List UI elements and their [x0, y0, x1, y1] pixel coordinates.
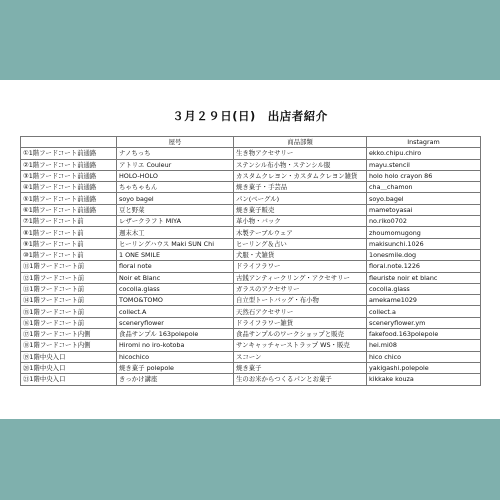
- cell-category: 犬服・犬雑貨: [234, 249, 367, 260]
- cell-shop-name: ちゃちゃもん: [117, 182, 234, 193]
- cell-category: スコーン: [234, 351, 367, 362]
- cell-instagram: mayu.stencil: [367, 159, 481, 170]
- table-row: [21, 182, 481, 193]
- cell-instagram: zhoumomugong: [367, 227, 481, 238]
- cell-location: ⑲1階中央入口: [21, 351, 117, 362]
- cell-shop-name: 焼き菓子 polepole: [117, 362, 234, 373]
- cell-location: ㉑1階中央入口: [21, 374, 117, 385]
- flyer-sheet: [0, 80, 500, 419]
- cell-category: パン(ベーグル): [234, 193, 367, 204]
- table-row: [21, 272, 481, 283]
- table-row: [21, 216, 481, 227]
- cell-shop-name: HOLO-HOLO: [117, 170, 234, 181]
- cell-category: 焼き菓子・手芸品: [234, 182, 367, 193]
- cell-location: ②1階フードコート前通路: [21, 159, 117, 170]
- cell-category: ガラスのアクセサリー: [234, 283, 367, 294]
- page-title: ３月２９日(日) 出店者紹介: [172, 109, 328, 123]
- cell-category: カスタムクレヨン・カスタムクレヨン雑貨: [234, 170, 367, 181]
- cell-shop-name: 週末木工: [117, 227, 234, 238]
- table-row: [21, 204, 481, 215]
- cell-shop-name: きっかけ講座: [117, 374, 234, 385]
- cell-location: ⑧1階フードコート前: [21, 227, 117, 238]
- cell-location: ⑳1階中央入口: [21, 362, 117, 373]
- cell-shop-name: 食品サンプル 163polepole: [117, 329, 234, 340]
- vendor-table: [20, 136, 481, 386]
- cell-category: 革小物・バック: [234, 216, 367, 227]
- cell-shop-name: ヒーリングハウス Maki SUN Chi: [117, 238, 234, 249]
- cell-location: ⑫1階フードコート前: [21, 272, 117, 283]
- cell-shop-name: collect.A: [117, 306, 234, 317]
- table-row: [21, 306, 481, 317]
- cell-shop-name: TOMO&TOMO: [117, 295, 234, 306]
- cell-category: 焼き菓子販売: [234, 204, 367, 215]
- cell-shop-name: 1 ONE SMILE: [117, 249, 234, 260]
- cell-instagram: floral.note.1226: [367, 261, 481, 272]
- cell-location: ⑰1階フードコート内側: [21, 329, 117, 340]
- cell-shop-name: アトリエ Couleur: [117, 159, 234, 170]
- table-row: [21, 148, 481, 159]
- cell-location: ③1階フードコート前通路: [21, 170, 117, 181]
- cell-location: ⑱1階フードコート内側: [21, 340, 117, 351]
- cell-location: ⑨1階フードコート前: [21, 238, 117, 249]
- cell-instagram: cha＿chamon: [367, 182, 481, 193]
- cell-category: 木製テーブルウェア: [234, 227, 367, 238]
- cell-shop-name: soyo bagel: [117, 193, 234, 204]
- vendor-table-body: [21, 148, 481, 385]
- cell-instagram: makisunchi.1026: [367, 238, 481, 249]
- cell-location: ⑦1階フードコート前: [21, 216, 117, 227]
- header-shop-name: 屋号: [117, 137, 234, 148]
- table-row: [21, 159, 481, 170]
- table-row: [21, 329, 481, 340]
- cell-shop-name: Noir et Blanc: [117, 272, 234, 283]
- cell-instagram: hico chico: [367, 351, 481, 362]
- cell-category: 焼き菓子: [234, 362, 367, 373]
- table-row: [21, 283, 481, 294]
- cell-shop-name: sceneryflower: [117, 317, 234, 328]
- cell-instagram: amekame1029: [367, 295, 481, 306]
- cell-shop-name: cocolla.glass: [117, 283, 234, 294]
- cell-instagram: hei.mi08: [367, 340, 481, 351]
- table-row: [21, 249, 481, 260]
- cell-instagram: soyo.bagel: [367, 193, 481, 204]
- table-row: [21, 261, 481, 272]
- cell-location: ⑮1階フードコート前: [21, 306, 117, 317]
- cell-instagram: collect.a: [367, 306, 481, 317]
- cell-instagram: sceneryflower.ym: [367, 317, 481, 328]
- cell-category: 食品サンプルのワークショップと販売: [234, 329, 367, 340]
- cell-instagram: yakigashi.polepole: [367, 362, 481, 373]
- table-row: [21, 193, 481, 204]
- header-location: [21, 137, 117, 148]
- cell-category: 自立型トートバッグ・布小物: [234, 295, 367, 306]
- cell-instagram: fakefood.163polepole: [367, 329, 481, 340]
- cell-location: ①1階フードコート前通路: [21, 148, 117, 159]
- cell-location: ⑤1階フードコート前通路: [21, 193, 117, 204]
- cell-category: ドライフラワー雑貨: [234, 317, 367, 328]
- cell-shop-name: ナノちっち: [117, 148, 234, 159]
- table-row: [21, 362, 481, 373]
- cell-location: ⑩1階フードコート前: [21, 249, 117, 260]
- cell-shop-name: floral note: [117, 261, 234, 272]
- cell-category: ドライフラワー: [234, 261, 367, 272]
- table-row: [21, 317, 481, 328]
- cell-category: 生き物アクセサリー: [234, 148, 367, 159]
- cell-shop-name: レザークラフト MIYA: [117, 216, 234, 227]
- cell-shop-name: hicochico: [117, 351, 234, 362]
- cell-category: ヒーリング＆占い: [234, 238, 367, 249]
- cell-location: ⑪1階フードコート前: [21, 261, 117, 272]
- cell-instagram: ekko.chipu.chiro: [367, 148, 481, 159]
- cell-shop-name: 豆と野菜: [117, 204, 234, 215]
- table-row: [21, 374, 481, 385]
- cell-instagram: no.riko0702: [367, 216, 481, 227]
- cell-location: ⑥1階フードコート前通路: [21, 204, 117, 215]
- cell-category: 生のお米からつくるパンとお菓子: [234, 374, 367, 385]
- cell-instagram: mametoyasai: [367, 204, 481, 215]
- table-row: [21, 351, 481, 362]
- cell-instagram: cocolla.glass: [367, 283, 481, 294]
- cell-instagram: kikkake kouza: [367, 374, 481, 385]
- table-row: [21, 340, 481, 351]
- cell-category: 古銭アンティークリング・アクセサリー: [234, 272, 367, 283]
- table-row: [21, 295, 481, 306]
- cell-instagram: fleuriste noir et blanc: [367, 272, 481, 283]
- cell-location: ④1階フードコート前通路: [21, 182, 117, 193]
- cell-category: ステンシル布小物・ステンシル服: [234, 159, 367, 170]
- cell-location: ⑯1階フードコート前: [21, 317, 117, 328]
- header-instagram: Instagram: [367, 137, 481, 148]
- table-row: [21, 227, 481, 238]
- cell-category: サンキャッチャーストラップ WS・販売: [234, 340, 367, 351]
- cell-instagram: holo holo crayon 86: [367, 170, 481, 181]
- header-category: 商品部類: [234, 137, 367, 148]
- table-row: [21, 238, 481, 249]
- cell-category: 天然石アクセサリー: [234, 306, 367, 317]
- cell-location: ⑬1階フードコート前: [21, 283, 117, 294]
- table-row: [21, 170, 481, 181]
- cell-location: ⑭1階フードコート前: [21, 295, 117, 306]
- table-header-row: [21, 137, 481, 148]
- cell-shop-name: Hiromi no iro-kotoba: [117, 340, 234, 351]
- cell-instagram: 1onesmile.dog: [367, 249, 481, 260]
